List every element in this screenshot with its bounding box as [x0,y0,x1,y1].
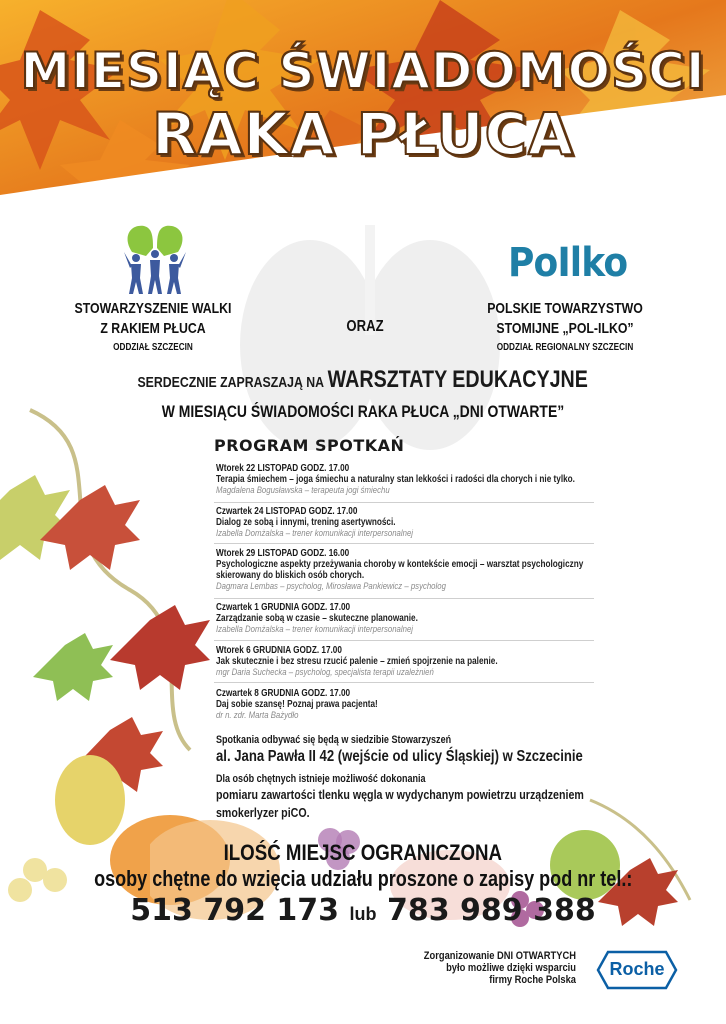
divider [214,543,594,544]
divider [214,682,594,683]
program-item-desc: Jak skutecznie i bez stresu rzucić palenie – zmień spojrzenie na palenie. [216,656,498,667]
program-item-speaker: dr n. zdr. Marta Bażydło [216,710,299,721]
venue-address: al. Jana Pawła II 42 (wejście od ulicy Śląskiej) w Szczecinie [216,748,583,765]
venue-intro: Spotkania odbywać się będą w siedzibie Stowarzyszeń [216,734,452,746]
org-right-name-line1: POLSKIE TOWARZYSTWO [487,300,643,317]
divider [214,502,594,503]
title-line-2: RAKA PŁUCA [152,100,574,168]
program-item-date: Czwartek 8 GRUDNIA GODZ. 17.00 [216,688,351,699]
org-right-name-line2: STOMIJNE „POL-ILKO” [496,320,634,337]
title-line-1: MIESIĄC ŚWIADOMOŚCI [20,42,706,100]
measurement-line-2: pomiaru zawartości tlenku węgla w wydychanym powietrzu urządzeniem [216,787,584,802]
signup-text: osoby chętne do wzięcia udziału proszone o zapisy pod nr tel.: [93,866,633,891]
program-item [216,602,462,635]
limited-seats-wrap [0,840,726,866]
sponsor-line-2: było możliwe dzięki wsparciu [446,962,576,974]
divider [214,640,594,641]
phone-or-text: lub [349,904,377,924]
invitation-line-1 [0,366,726,394]
program-heading: PROGRAM SPOTKAŃ [214,436,405,455]
program-item-speaker: Dagmara Lembas – psycholog, Mirosława Pankiewicz – psycholog [216,581,446,592]
invitation-highlight: WARSZTATY EDUKACYJNE [327,366,589,393]
phone-number-2[interactable]: 783 989 388 [386,893,596,928]
program-item-date: Czwartek 24 LISTOPAD GODZ. 17.00 [216,506,358,517]
sponsor-line-1: Zorganizowanie DNI OTWARTYCH [423,950,576,962]
org-right-branch: ODDZIAŁ REGIONALNY SZCZECIN [496,342,634,353]
program-item-date: Wtorek 29 LISTOPAD GODZ. 16.00 [216,548,350,559]
program-item-date: Czwartek 1 GRUDNIA GODZ. 17.00 [216,602,351,613]
roche-logo-text: Roche [609,959,665,979]
program-item-speaker: Magdalena Bogusławska – terapeuta jogi śmiechu [216,485,390,496]
signup-wrap [0,866,726,892]
program-item-speaker: Izabella Domżalska – trener komunikacji interpersonalnej [216,528,414,539]
divider [214,598,594,599]
program-item-desc: Psychologiczne aspekty przeżywania choroby w kontekście emocji – warsztat psychologiczny [216,559,584,570]
program-item [216,548,664,592]
measurement-line-1: Dla osób chętnych istnieje możliwość dokonania [216,773,426,785]
phone-number-1[interactable]: 513 792 173 [130,893,340,928]
conjunction-text: ORAZ [346,318,384,335]
limited-seats-text: ILOŚĆ MIEJSC OGRANICZONA [223,840,503,865]
measurement-line-3: smokerlyzer piCO. [216,805,310,820]
program-item [216,645,559,678]
program-item-speaker: mgr Daria Suchecka – psycholog, specjalista terapii uzależnień [216,667,434,678]
program-item-date: Wtorek 22 LISTOPAD GODZ. 17.00 [216,463,350,474]
invitation-prefix: SERDECZNIE ZAPRASZAJĄ NA [137,374,325,391]
org-left-branch: ODDZIAŁ SZCZECIN [113,342,193,353]
program-item-speaker: Izabella Domżalska – trener komunikacji interpersonalnej [216,624,414,635]
program-item-desc: skierowany do bliskich osób chorych. [216,570,365,581]
phone-numbers [0,893,726,928]
org-left-name-line1: STOWARZYSZENIE WALKI [74,300,232,317]
program-item [216,463,654,496]
roche-logo [596,950,678,990]
invitation-line-2: W MIESIĄCU ŚWIADOMOŚCI RAKA PŁUCA „DNI OTWARTE” [161,402,565,421]
program-item [216,688,413,721]
program-item-desc: Daj sobie szansę! Poznaj prawa pacjenta! [216,699,378,710]
program-item-date: Wtorek 6 GRUDNIA GODZ. 17.00 [216,645,342,656]
sponsor-note [380,950,576,986]
program-item [216,506,456,539]
sponsor-line-3: firmy Roche Polska [489,974,576,986]
org-left-name-line2: Z RAKIEM PŁUCA [100,320,206,337]
program-item-desc: Zarządzanie sobą w czasie – skuteczne planowanie. [216,613,418,624]
program-item-desc: Dialog ze sobą i innymi, trening asertywności. [216,517,396,528]
program-item-desc: Terapia śmiechem – joga śmiechu a naturalny stan lekkości i radości dla chorych i nie tylko. [216,474,575,485]
stowarzyszenie-logo-icon [122,222,188,296]
polilko-logo: PoIlko [508,240,628,286]
